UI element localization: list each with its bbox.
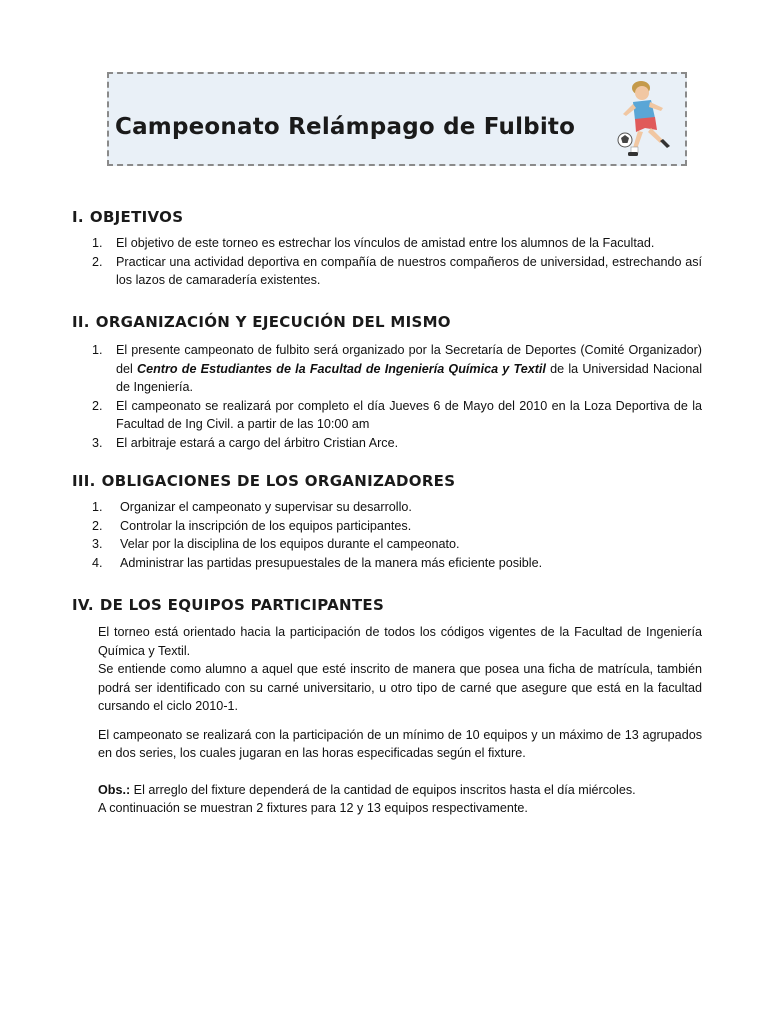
section-number: II. (72, 313, 90, 331)
section-organizacion (72, 313, 712, 452)
section-number: IV. (72, 596, 94, 614)
section-number: I. (72, 208, 84, 226)
section-heading (72, 208, 712, 226)
list-item: 3. Velar por la disciplina de los equipos durante el campeonato. (92, 537, 460, 551)
list-item: 3. El arbitraje estará a cargo del árbitro Cristian Arce. (92, 435, 399, 450)
objetivos-list (72, 234, 712, 290)
paragraph: El torneo está orientado hacia la participación de todos los códigos vigentes de la Facultad de Ingeniería Química y Textil. (98, 625, 702, 658)
paragraph: A continuación se muestran 2 fixtures para 12 y 13 equipos respectivamente. (98, 801, 528, 815)
list-item: 4. Administrar las partidas presupuestales de la manera más eficiente posible. (92, 555, 543, 570)
section-title: OBJETIVOS (89, 208, 184, 226)
title-banner (107, 72, 687, 166)
organizacion-list (72, 341, 712, 452)
obs-paragraph: Obs.: El arreglo del fixture dependerá de la cantidad de equipos inscritos hasta el día miércoles. (98, 782, 636, 797)
list-item: 1. Organizar el campeonato y supervisar su desarrollo. (92, 500, 412, 514)
obligaciones-list (72, 498, 712, 572)
list-item: 1. El objetivo de este torneo es estrechar los vínculos de amistad entre los alumnos de la Facultad. (92, 236, 655, 250)
soccer-player-icon (615, 78, 677, 162)
section-obligaciones (72, 472, 712, 572)
list-item: 1. El presente campeonato de fulbito será organizado por la Secretaría de Deportes (Comité Organizador) del Centro de Estudiantes de la Facultad de Ingeniería Química y Textil de la Universidad Nacional de Ingeniería. (92, 343, 703, 394)
paragraph: Se entiende como alumno a aquel que esté inscrito de manera que posea una ficha de matrícula, también podrá ser identificado con su carné universitario, u otro tipo de carné que asegure que está en la facultad cursando el ciclo 2010-1. (98, 662, 702, 713)
organizer-name: Centro de Estudiantes de la Facultad de Ingeniería Química y Textil (137, 361, 546, 376)
section-objetivos (72, 208, 712, 290)
document-title: Campeonato Relámpago de Fulbito (115, 114, 576, 140)
section-heading (72, 472, 712, 490)
section-heading (72, 313, 712, 331)
section-heading (72, 596, 712, 614)
section-title: ORGANIZACIÓN Y EJECUCIÓN DEL MISMO (95, 313, 451, 331)
section-title: DE LOS EQUIPOS PARTICIPANTES (99, 596, 385, 614)
section-title: OBLIGACIONES DE LOS ORGANIZADORES (101, 472, 456, 490)
paragraph: El campeonato se realizará con la participación de un mínimo de 10 equipos y un máximo de 13 agrupados en dos series, los cuales jugaran en las horas especificadas según el fixture. (98, 727, 702, 760)
list-item: 2. Practicar una actividad deportiva en compañía de nuestros compañeros de universidad, estrechando así los lazos de camaradería existentes. (92, 254, 702, 287)
section-equipos (72, 596, 712, 818)
obs-label: Obs.: (98, 782, 131, 797)
list-item: 2. El campeonato se realizará por completo el día Jueves 6 de Mayo del 2010 en la Loza Deportiva de la Facultad de Ing Civil. a partir de las 10:00 am (92, 398, 702, 431)
list-item: 2. Controlar la inscripción de los equipos participantes. (92, 518, 412, 533)
section-number: III. (72, 472, 96, 490)
